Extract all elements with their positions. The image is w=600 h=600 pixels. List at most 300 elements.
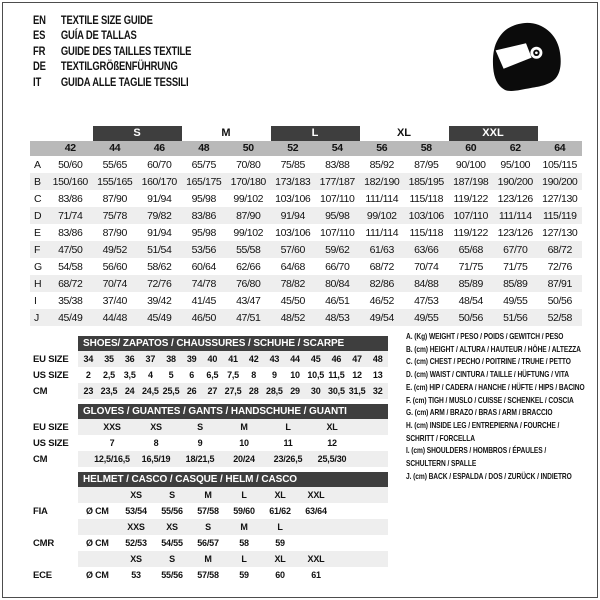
value-cell: 49/55 <box>414 311 439 324</box>
value-cell: 48 <box>372 354 383 364</box>
value-cell: XS <box>150 422 162 432</box>
value-cell: 67/70 <box>503 243 528 256</box>
table-row <box>33 451 388 467</box>
row-label: CMR <box>33 537 55 549</box>
value-cell: 27,5 <box>224 386 242 396</box>
row-label: G <box>34 260 43 273</box>
value-cell: 41/45 <box>191 294 216 307</box>
language-title: GUIDE DES TAILLES TEXTILE <box>60 45 192 58</box>
measurement-row-C <box>30 190 582 207</box>
value-cell: 61/63 <box>369 243 394 256</box>
value-cell: 127/130 <box>542 192 578 205</box>
value-cell: 187/198 <box>453 175 489 188</box>
value-cell: 95/98 <box>325 209 350 222</box>
value-cell: 45/50 <box>280 294 305 307</box>
value-cell: 107/110 <box>453 209 488 222</box>
value-cell: 45/49 <box>147 311 172 324</box>
value-cell: 54/55 <box>161 538 183 548</box>
value-cell: 87/91 <box>547 277 572 290</box>
value-cell: 35 <box>104 354 114 364</box>
value-cell: 48/52 <box>280 311 305 324</box>
value-cell: 70/74 <box>102 277 127 290</box>
value-cell: 173/183 <box>275 175 311 188</box>
value-cell: 28,5 <box>266 386 283 396</box>
value-cell: 91/94 <box>280 209 305 222</box>
legend-item: G. (cm) ARM / BRAZO / BRAS / ARM / BRACCIO <box>406 407 553 418</box>
value-cell: 49/54 <box>369 311 394 324</box>
measurement-legend <box>406 330 587 482</box>
language-code: EN <box>33 14 46 27</box>
row-label: US SIZE <box>33 437 69 449</box>
value-cell: 66/70 <box>325 260 350 273</box>
value-cell: M <box>240 422 248 432</box>
column-header: 52 <box>271 141 316 156</box>
value-cell: 103/106 <box>408 209 444 222</box>
value-cell: 2 <box>85 370 91 380</box>
size-cell: S <box>205 522 211 532</box>
language-item <box>33 44 191 60</box>
value-cell: 6,5 <box>206 370 219 380</box>
value-cell: 70/80 <box>236 158 261 171</box>
value-cell: 10,5 <box>307 370 325 380</box>
value-cell: 54/58 <box>58 260 83 273</box>
legend-item: A. (Kg) WEIGHT / PESO / POIDS / GEWITCH / PESO <box>406 331 564 341</box>
value-cell: 160/170 <box>141 175 177 188</box>
row-label: ECE <box>33 569 52 581</box>
value-cell: 58 <box>239 538 249 548</box>
table-title: HELMET / CASCO / CASQUE / HELM / CASCO <box>78 472 388 487</box>
value-cell: 40 <box>207 354 218 364</box>
value-cell: 87/95 <box>414 158 439 171</box>
legend-item: J. (cm) BACK / ESPALDA / DOS / ZURÜCK / INDIETRO <box>406 470 572 481</box>
measurement-row-F <box>30 241 582 258</box>
value-cell: 26 <box>186 386 197 396</box>
value-cell: 46/50 <box>191 311 216 324</box>
value-cell: 57/58 <box>197 570 219 580</box>
legend-item: F. (cm) TIGH / MUSLO / CUISSE / SCHENKEL / COSCIA <box>406 394 574 405</box>
value-cell: 85/89 <box>458 277 483 290</box>
size-group-XL: XL <box>396 126 412 139</box>
value-cell: 95/100 <box>500 158 531 171</box>
size-cell: XL <box>274 490 286 500</box>
value-cell: 75/78 <box>102 209 127 222</box>
value-cell: 72/76 <box>547 260 572 273</box>
value-cell: 59/60 <box>233 506 255 516</box>
value-cell: 58/62 <box>147 260 172 273</box>
table-row <box>33 419 388 435</box>
value-cell: 49/55 <box>503 294 528 307</box>
value-cell: 91/94 <box>147 192 172 205</box>
value-cell: 79/82 <box>147 209 172 222</box>
helmet-values-row-ECE <box>33 567 388 583</box>
row-label: C <box>34 192 42 205</box>
value-cell: XXS <box>103 422 121 432</box>
value-cell: 83/88 <box>325 158 350 171</box>
value-cell: 35/38 <box>58 294 83 307</box>
size-cell: L <box>277 522 283 532</box>
value-cell: 6 <box>189 370 195 380</box>
size-cell: XS <box>166 522 178 532</box>
size-cell: L <box>241 554 247 564</box>
language-item <box>33 13 191 29</box>
value-cell: 4 <box>147 370 153 380</box>
value-cell: 47 <box>352 354 362 364</box>
value-cell: 50/56 <box>547 294 572 307</box>
row-label: J <box>34 311 40 324</box>
value-cell: 78/82 <box>280 277 305 290</box>
value-cell: 9 <box>271 370 277 380</box>
size-cell: M <box>240 522 248 532</box>
value-cell: 87/90 <box>102 226 127 239</box>
measurement-row-A <box>30 156 582 173</box>
value-cell: 190/200 <box>542 175 578 188</box>
row-label: US SIZE <box>33 369 69 381</box>
value-cell: 46/51 <box>325 294 350 307</box>
value-cell: 65/75 <box>191 158 216 171</box>
value-cell: 170/180 <box>230 175 266 188</box>
column-header: 64 <box>538 141 583 156</box>
gloves-size-table <box>33 404 388 467</box>
value-cell: 95/98 <box>191 226 216 239</box>
value-cell: 51/54 <box>147 243 172 256</box>
row-label: CM <box>33 453 48 465</box>
value-cell: 111/114 <box>498 209 532 222</box>
value-cell: 3,5 <box>123 370 136 380</box>
value-cell: 59 <box>239 570 249 580</box>
value-cell: 24,5 <box>141 386 159 396</box>
value-cell: 71/75 <box>458 260 483 273</box>
value-cell: 43 <box>269 354 280 364</box>
value-cell: 46 <box>331 354 342 364</box>
value-cell: 75/85 <box>280 158 305 171</box>
row-label: B <box>34 175 42 188</box>
size-cell: XS <box>130 554 142 564</box>
value-cell: 30 <box>310 386 321 396</box>
language-code: ES <box>33 30 46 43</box>
value-cell: 83/86 <box>58 226 83 239</box>
value-cell: 99/102 <box>366 209 397 222</box>
value-cell: 107/110 <box>320 192 355 205</box>
value-cell: 50/60 <box>58 158 83 171</box>
value-cell: 103/106 <box>275 226 311 239</box>
measurement-row-B <box>30 173 582 190</box>
value-cell: 28 <box>248 386 259 396</box>
measurement-row-J <box>30 309 582 326</box>
value-cell: 31,5 <box>348 386 366 396</box>
value-cell: 36 <box>124 354 135 364</box>
value-cell: 43/47 <box>236 294 261 307</box>
value-cell: 56/57 <box>197 538 219 548</box>
size-group-M: M <box>221 126 231 139</box>
table-row <box>33 383 388 399</box>
value-cell: 74/78 <box>191 277 216 290</box>
value-cell: 10 <box>290 370 300 380</box>
value-cell: 84/88 <box>414 277 439 290</box>
row-label: I <box>34 294 37 307</box>
legend-item: H. (cm) INSIDE LEG / ENTREPIERNA / FOURCHE / SCHRITT / FORCELLA <box>406 419 560 443</box>
unit-cell: Ø CM <box>86 570 109 580</box>
value-cell: 115/118 <box>409 192 444 205</box>
value-cell: 25,5 <box>162 386 180 396</box>
value-cell: 150/160 <box>52 175 88 188</box>
column-header-row <box>30 141 582 156</box>
value-cell: 55/58 <box>236 243 261 256</box>
language-code: DE <box>33 61 46 74</box>
value-cell: 45/49 <box>58 311 83 324</box>
value-cell: 8 <box>153 438 159 448</box>
value-cell: 60 <box>275 570 285 580</box>
value-cell: 155/165 <box>97 175 133 188</box>
table-title: GLOVES / GUANTES / GANTS / HANDSCHUHE / GUANTI <box>78 404 388 419</box>
value-cell: 52/58 <box>547 311 572 324</box>
row-label: EU SIZE <box>33 353 69 365</box>
value-cell: 68/72 <box>547 243 572 256</box>
measurement-row-D <box>30 207 582 224</box>
helmet-sizes-row <box>78 519 388 535</box>
helmet-size-table <box>33 472 388 583</box>
value-cell: 61 <box>311 570 321 580</box>
value-cell: 105/115 <box>542 158 577 171</box>
value-cell: 39 <box>186 354 197 364</box>
value-cell: 65/68 <box>458 243 483 256</box>
value-cell: 91/94 <box>147 226 172 239</box>
value-cell: 57/60 <box>280 243 305 256</box>
value-cell: 83/86 <box>58 192 83 205</box>
value-cell: 80/84 <box>325 277 350 290</box>
value-cell: 47/50 <box>58 243 83 256</box>
row-label: D <box>34 209 42 222</box>
legend-item: I. (cm) SHOULDERS / HOMBROS / ÉPAULES / SCHULTERN / SPALLE <box>406 445 547 469</box>
value-cell: 27 <box>207 386 218 396</box>
value-cell: 41 <box>228 354 238 364</box>
table-row <box>33 435 388 451</box>
value-cell: 11,5 <box>328 370 345 380</box>
row-label: E <box>34 226 42 239</box>
row-label: H <box>34 277 42 290</box>
column-header: 46 <box>137 141 182 156</box>
value-cell: 56/60 <box>102 260 127 273</box>
value-cell: 165/175 <box>186 175 222 188</box>
value-cell: 53/56 <box>191 243 216 256</box>
table-row <box>33 351 388 367</box>
value-cell: 82/86 <box>369 277 394 290</box>
measurement-row-G <box>30 258 582 275</box>
value-cell: 68/72 <box>369 260 394 273</box>
value-cell: 71/75 <box>503 260 528 273</box>
column-header: 54 <box>315 141 360 156</box>
language-title-list <box>33 13 191 91</box>
size-cell: XXS <box>127 522 145 532</box>
value-cell: 39/42 <box>147 294 172 307</box>
language-item <box>33 60 191 76</box>
language-title: TEXTILGRÖßENFÜHRUNG <box>60 61 178 74</box>
value-cell: 51/56 <box>503 311 528 324</box>
helmet-sizes-row <box>78 487 388 503</box>
value-cell: 185/195 <box>408 175 444 188</box>
value-cell: 64/68 <box>280 260 305 273</box>
helmet-values-row-CMR <box>33 535 388 551</box>
table-row <box>33 367 388 383</box>
column-header: 62 <box>493 141 538 156</box>
row-label: F <box>34 243 41 256</box>
legend-item: C. (cm) CHEST / PECHO / POITRINE / TRUHE / PETTO <box>406 356 571 367</box>
size-group-row <box>30 125 582 141</box>
value-cell: 55/65 <box>102 158 127 171</box>
value-cell: 107/110 <box>320 226 355 239</box>
value-cell: 46/52 <box>369 294 394 307</box>
column-header: 50 <box>226 141 271 156</box>
textile-size-table <box>30 125 582 326</box>
value-cell: 90/100 <box>455 158 486 171</box>
value-cell: 119/122 <box>453 226 488 239</box>
value-cell: 55/56 <box>161 506 183 516</box>
size-group-XXL: XXL <box>449 126 538 141</box>
value-cell: 76/80 <box>236 277 261 290</box>
helmet-sizes-row <box>78 551 388 567</box>
value-cell: 59 <box>275 538 285 548</box>
value-cell: 83/86 <box>191 209 216 222</box>
value-cell: 70/74 <box>414 260 439 273</box>
value-cell: 85/92 <box>369 158 394 171</box>
column-header: 60 <box>449 141 494 156</box>
helmet-values-row-FIA <box>33 503 388 519</box>
value-cell: 9 <box>197 438 203 448</box>
value-cell: 123/126 <box>497 226 533 239</box>
value-cell: 18/21,5 <box>185 454 215 464</box>
value-cell: 12,5/16,5 <box>94 454 130 464</box>
value-cell: 95/98 <box>191 192 216 205</box>
value-cell: 99/102 <box>233 226 264 239</box>
shoes-size-table <box>33 336 388 399</box>
table-title: SHOES/ ZAPATOS / CHAUSSURES / SCHUHE / SCARPE <box>78 336 388 351</box>
value-cell: 7,5 <box>227 370 239 380</box>
size-cell: XL <box>274 554 286 564</box>
value-cell: 53/54 <box>125 506 147 516</box>
legend-item: B. (cm) HEIGHT / ALTURA / HAUTEUR / HÖHE / ALTEZZA <box>406 343 581 354</box>
value-cell: 42 <box>248 354 259 364</box>
size-cell: XXL <box>307 554 325 564</box>
value-cell: 103/106 <box>275 192 311 205</box>
language-code: FR <box>33 45 46 58</box>
language-item <box>33 29 191 45</box>
value-cell: 190/200 <box>497 175 533 188</box>
value-cell: 115/118 <box>409 226 444 239</box>
language-item <box>33 75 191 91</box>
value-cell: 87/90 <box>102 192 127 205</box>
value-cell: 2,5 <box>103 370 115 380</box>
value-cell: S <box>197 422 203 432</box>
value-cell: 61/62 <box>269 506 291 516</box>
size-cell: S <box>169 554 175 564</box>
value-cell: 8 <box>251 370 257 380</box>
value-cell: 20/24 <box>233 454 255 464</box>
value-cell: 48/53 <box>325 311 350 324</box>
size-cell: M <box>204 554 212 564</box>
column-header: 44 <box>93 141 138 156</box>
value-cell: 37 <box>145 354 156 364</box>
value-cell: 37/40 <box>102 294 127 307</box>
racing-helmet-icon <box>486 15 566 105</box>
language-code: IT <box>33 76 42 89</box>
value-cell: 13 <box>372 370 383 380</box>
size-cell: XS <box>130 490 142 500</box>
row-label: CM <box>33 385 48 397</box>
value-cell: 24 <box>124 386 135 396</box>
value-cell: 48/54 <box>458 294 483 307</box>
value-cell: 115/119 <box>542 209 577 222</box>
value-cell: L <box>285 422 291 432</box>
value-cell: 23 <box>83 386 94 396</box>
value-cell: 55/56 <box>161 570 183 580</box>
value-cell: 7 <box>109 438 115 448</box>
value-cell: 111/114 <box>365 226 399 239</box>
measurement-row-H <box>30 275 582 292</box>
size-group-L: L <box>271 126 360 141</box>
value-cell: 59/62 <box>325 243 350 256</box>
row-label: A <box>34 158 42 171</box>
size-cell: S <box>169 490 175 500</box>
value-cell: 34 <box>83 354 94 364</box>
legend-item: E. (cm) HIP / CADERA / HANCHE / HÜFTE / HIPS / BACINO <box>406 381 585 392</box>
value-cell: 57/58 <box>197 506 219 516</box>
value-cell: 177/187 <box>319 175 355 188</box>
value-cell: 49/52 <box>102 243 127 256</box>
unit-cell: Ø CM <box>86 538 109 548</box>
value-cell: XL <box>326 422 338 432</box>
size-group-S: S <box>93 126 182 141</box>
value-cell: 16,5/19 <box>141 454 171 464</box>
value-cell: 87/90 <box>236 209 261 222</box>
value-cell: 99/102 <box>233 192 264 205</box>
value-cell: 23,5 <box>100 386 118 396</box>
value-cell: 45 <box>310 354 321 364</box>
value-cell: 11 <box>283 438 293 448</box>
value-cell: 72/76 <box>147 277 172 290</box>
value-cell: 52/53 <box>125 538 147 548</box>
value-cell: 47/51 <box>236 311 261 324</box>
value-cell: 68/72 <box>58 277 83 290</box>
value-cell: 85/89 <box>503 277 528 290</box>
value-cell: 5 <box>168 370 174 380</box>
column-header: 42 <box>48 141 93 156</box>
value-cell: 44 <box>290 354 300 364</box>
value-cell: 63/66 <box>414 243 439 256</box>
row-label: EU SIZE <box>33 421 69 433</box>
column-header: 56 <box>360 141 405 156</box>
value-cell: 12 <box>352 370 362 380</box>
value-cell: 60/64 <box>191 260 216 273</box>
measurement-row-I <box>30 292 582 309</box>
value-cell: 23/26,5 <box>273 454 303 464</box>
value-cell: 123/126 <box>497 192 533 205</box>
language-title: GUÍA DE TALLAS <box>60 30 137 43</box>
value-cell: 29 <box>290 386 300 396</box>
value-cell: 47/53 <box>414 294 439 307</box>
value-cell: 10 <box>239 438 249 448</box>
column-header: 58 <box>404 141 449 156</box>
size-cell: M <box>204 490 212 500</box>
language-title: GUIDA ALLE TAGLIE TESSILI <box>60 76 189 89</box>
column-header: 48 <box>182 141 227 156</box>
unit-cell: Ø CM <box>86 506 109 516</box>
value-cell: 62/66 <box>236 260 261 273</box>
row-label: FIA <box>33 505 48 517</box>
value-cell: 71/74 <box>58 209 83 222</box>
value-cell: 44/48 <box>102 311 127 324</box>
value-cell: 119/122 <box>453 192 488 205</box>
value-cell: 111/114 <box>365 192 399 205</box>
value-cell: 63/64 <box>305 506 327 516</box>
